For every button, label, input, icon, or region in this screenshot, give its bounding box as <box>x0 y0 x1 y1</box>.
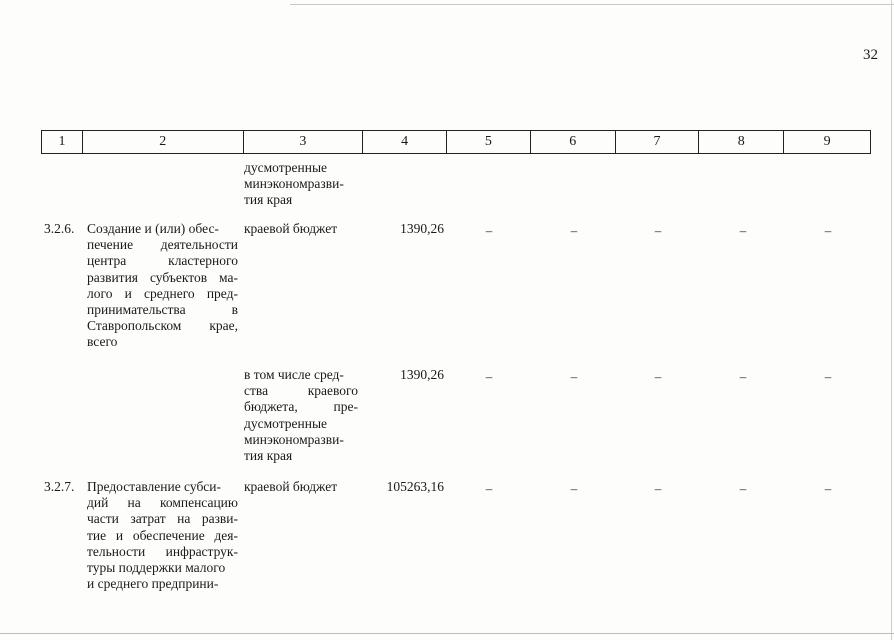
row-1-value: 1390,26 <box>400 221 444 236</box>
scan-artifact-top <box>290 4 894 5</box>
header-col-9: 9 <box>823 134 831 149</box>
row-1-name <box>87 221 238 351</box>
source-line: минэкономразви- <box>244 176 344 192</box>
row-3-col-6-dash: – <box>570 481 578 496</box>
row-3-col-8-dash: – <box>739 481 747 496</box>
page-number: 32 <box>863 47 878 63</box>
row-1-number: 3.2.6. <box>44 221 75 236</box>
name-line: дий на компенсацию <box>87 495 238 511</box>
name-line: тие и обеспечение дея- <box>87 527 238 543</box>
row-3-source: краевой бюджет <box>244 479 338 494</box>
row-3-col-7-dash: – <box>654 481 662 496</box>
header-col-2: 2 <box>83 131 244 153</box>
row-3-value: 105263,16 <box>386 479 444 494</box>
row-2-col-6-dash: – <box>570 369 578 384</box>
source-line: минэкономразви- <box>244 431 344 447</box>
scan-artifact-bottom <box>0 633 894 634</box>
header-col-3: 3 <box>244 131 364 153</box>
name-line: развития субъектов ма- <box>87 269 238 285</box>
header-col-5: 5 <box>447 131 531 153</box>
name-line: туры поддержки малого <box>87 560 226 576</box>
row-3-col-5-dash: – <box>485 481 493 496</box>
row-1-source: краевой бюджет <box>244 221 338 236</box>
source-line: в том числе сред- <box>244 367 344 382</box>
source-line: ства краевого <box>244 383 358 399</box>
name-line: Ставропольском крае, <box>87 318 238 334</box>
scan-artifact-right <box>891 0 892 640</box>
source-line: тия края <box>244 192 293 208</box>
source-line: дусмотренные <box>244 415 328 431</box>
row-3-number: 3.2.7. <box>44 479 75 494</box>
row-2-source <box>244 367 358 464</box>
name-line: всего <box>87 334 118 350</box>
row-2-col-5-dash: – <box>485 369 493 384</box>
row-3-col-9-dash: – <box>824 481 832 496</box>
row-1-col-5-dash: – <box>485 223 493 238</box>
row-1-col-6-dash: – <box>570 223 578 238</box>
name-line: печение деятельности <box>87 237 238 253</box>
name-line: тельности инфраструк- <box>87 543 238 559</box>
name-line: принимательства в <box>87 302 238 318</box>
table-header-row <box>41 130 871 154</box>
row-2-col-8-dash: – <box>739 369 747 384</box>
row-3-name <box>87 479 238 592</box>
header-col-1: 1 <box>42 131 83 153</box>
header-col-7: 7 <box>616 131 700 153</box>
name-line: части затрат на разви- <box>87 511 238 527</box>
source-line: бюджета, пре- <box>244 399 358 415</box>
name-line: и среднего предприни- <box>87 576 219 592</box>
source-line: дусмотренные <box>244 160 328 175</box>
row-2-col-7-dash: – <box>654 369 662 384</box>
row-2-value: 1390,26 <box>400 367 444 382</box>
row-1-col-8-dash: – <box>739 223 747 238</box>
row-2-col-9-dash: – <box>824 369 832 384</box>
name-line: центра кластерного <box>87 253 238 269</box>
row-1-col-7-dash: – <box>654 223 662 238</box>
header-col-8: 8 <box>699 131 784 153</box>
name-line: лого и среднего пред- <box>87 285 238 301</box>
header-col-4: 4 <box>363 131 447 153</box>
header-col-6: 6 <box>531 131 616 153</box>
row-1-col-9-dash: – <box>824 223 832 238</box>
name-line: Предоставление субси- <box>87 479 222 494</box>
name-line: Создание и (или) обес- <box>87 221 219 236</box>
source-line: тия края <box>244 448 293 464</box>
row-0-source <box>244 160 358 209</box>
